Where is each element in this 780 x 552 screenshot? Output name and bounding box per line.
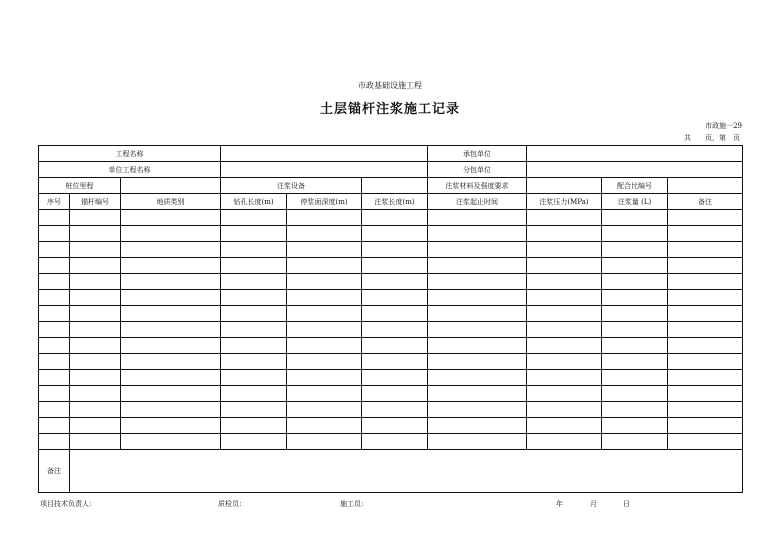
table-cell[interactable] [39, 322, 70, 338]
table-cell[interactable] [287, 386, 362, 402]
table-cell[interactable] [428, 306, 527, 322]
table-cell[interactable] [602, 386, 668, 402]
table-cell[interactable] [39, 386, 70, 402]
table-cell[interactable] [668, 386, 743, 402]
table-cell[interactable] [287, 322, 362, 338]
table-cell[interactable] [287, 210, 362, 226]
table-cell[interactable] [362, 338, 428, 354]
data-rows [39, 210, 743, 450]
table-cell[interactable] [527, 386, 602, 402]
table-cell[interactable] [39, 418, 70, 434]
col-header: 注浆起止时间 [428, 194, 527, 210]
unit-project-value[interactable] [221, 162, 428, 178]
col-header: 序号 [39, 194, 70, 210]
material-label: 注浆材料及强度要求 [428, 178, 527, 194]
table-cell[interactable] [221, 402, 287, 418]
table-cell[interactable] [362, 290, 428, 306]
table-cell[interactable] [70, 370, 121, 386]
info-row-unit [39, 162, 743, 178]
table-row [39, 386, 743, 402]
table-row [39, 210, 743, 226]
table-cell[interactable] [362, 386, 428, 402]
table-cell[interactable] [121, 402, 221, 418]
table-cell[interactable] [362, 434, 428, 450]
table-cell[interactable] [70, 226, 121, 242]
table-cell[interactable] [121, 274, 221, 290]
table-cell[interactable] [287, 370, 362, 386]
table-cell[interactable] [668, 322, 743, 338]
page-info: 共 页，第 页 [684, 134, 740, 142]
col-header: 注浆量 (L) [602, 194, 668, 210]
mix-no-value[interactable] [668, 178, 743, 194]
doc-subtitle: 市政基础设施工程 [358, 81, 422, 90]
table-cell[interactable] [287, 418, 362, 434]
table-cell[interactable] [287, 258, 362, 274]
table-cell[interactable] [428, 226, 527, 242]
table-cell[interactable] [221, 418, 287, 434]
table-cell[interactable] [362, 354, 428, 370]
equipment-value[interactable] [362, 178, 428, 194]
table-cell[interactable] [527, 242, 602, 258]
table-cell[interactable] [221, 338, 287, 354]
col-header: 注浆长度(m) [362, 194, 428, 210]
table-cell[interactable] [70, 242, 121, 258]
table-cell[interactable] [362, 418, 428, 434]
table-cell[interactable] [527, 434, 602, 450]
table-cell[interactable] [668, 402, 743, 418]
table-cell[interactable] [428, 290, 527, 306]
table-cell[interactable] [362, 242, 428, 258]
table-cell[interactable] [70, 322, 121, 338]
table-cell[interactable] [70, 274, 121, 290]
table-cell[interactable] [668, 306, 743, 322]
table-cell[interactable] [287, 306, 362, 322]
table-cell[interactable] [287, 290, 362, 306]
table-cell[interactable] [527, 402, 602, 418]
table-cell[interactable] [121, 354, 221, 370]
table-cell[interactable] [602, 242, 668, 258]
col-header: 备注 [668, 194, 743, 210]
table-cell[interactable] [428, 210, 527, 226]
table-cell[interactable] [287, 338, 362, 354]
table-cell[interactable] [121, 418, 221, 434]
table-cell[interactable] [602, 274, 668, 290]
table-cell[interactable] [121, 258, 221, 274]
table-cell[interactable] [602, 322, 668, 338]
table-cell[interactable] [121, 210, 221, 226]
subcontractor-label: 分包单位 [428, 162, 527, 178]
table-cell[interactable] [668, 434, 743, 450]
table-cell[interactable] [70, 434, 121, 450]
table-row [39, 290, 743, 306]
table-cell[interactable] [428, 274, 527, 290]
equipment-label: 注浆设备 [221, 178, 362, 194]
table-cell[interactable] [428, 370, 527, 386]
tech-lead-label: 项目技术负责人： [40, 500, 96, 508]
table-cell[interactable] [70, 418, 121, 434]
table-cell[interactable] [602, 418, 668, 434]
table-cell[interactable] [121, 306, 221, 322]
table-cell[interactable] [39, 226, 70, 242]
table-cell[interactable] [221, 322, 287, 338]
table-cell[interactable] [287, 242, 362, 258]
table-cell[interactable] [602, 226, 668, 242]
table-cell[interactable] [221, 386, 287, 402]
table-cell[interactable] [70, 402, 121, 418]
table-cell[interactable] [602, 434, 668, 450]
column-header-row [39, 194, 743, 210]
subcontractor-value[interactable] [527, 162, 743, 178]
table-cell[interactable] [668, 210, 743, 226]
day-label: 日 [623, 500, 630, 508]
year-label: 年 [556, 500, 563, 508]
unit-project-label: 单位工程名称 [39, 162, 221, 178]
info-row-station [39, 178, 743, 194]
table-cell[interactable] [602, 354, 668, 370]
table-cell[interactable] [527, 210, 602, 226]
table-cell[interactable] [121, 338, 221, 354]
material-value[interactable] [527, 178, 602, 194]
table-row [39, 434, 743, 450]
table-cell[interactable] [527, 290, 602, 306]
contractor-value[interactable] [527, 146, 743, 162]
table-cell[interactable] [39, 258, 70, 274]
table-cell[interactable] [527, 226, 602, 242]
table-cell[interactable] [70, 210, 121, 226]
table-row [39, 418, 743, 434]
table-cell[interactable] [428, 338, 527, 354]
table-row [39, 242, 743, 258]
table-cell[interactable] [287, 274, 362, 290]
table-cell[interactable] [121, 322, 221, 338]
table-cell[interactable] [221, 370, 287, 386]
table-cell[interactable] [527, 322, 602, 338]
table-cell[interactable] [221, 306, 287, 322]
table-cell[interactable] [668, 258, 743, 274]
table-cell[interactable] [39, 274, 70, 290]
table-cell[interactable] [221, 354, 287, 370]
table-row [39, 338, 743, 354]
table-cell[interactable] [121, 242, 221, 258]
table-cell[interactable] [362, 226, 428, 242]
table-cell[interactable] [121, 434, 221, 450]
table-cell[interactable] [668, 226, 743, 242]
table-cell[interactable] [39, 306, 70, 322]
col-header: 停浆面深度(m) [287, 194, 362, 210]
table-cell[interactable] [121, 226, 221, 242]
table-cell[interactable] [668, 290, 743, 306]
table-cell[interactable] [362, 322, 428, 338]
table-cell[interactable] [362, 258, 428, 274]
table-cell[interactable] [428, 242, 527, 258]
table-cell[interactable] [428, 434, 527, 450]
table-cell[interactable] [221, 226, 287, 242]
table-cell[interactable] [39, 354, 70, 370]
table-cell[interactable] [527, 338, 602, 354]
col-header: 锚杆编号 [70, 194, 121, 210]
table-cell[interactable] [70, 258, 121, 274]
table-row [39, 354, 743, 370]
table-cell[interactable] [602, 290, 668, 306]
table-cell[interactable] [39, 370, 70, 386]
table-cell[interactable] [221, 242, 287, 258]
table-cell[interactable] [287, 434, 362, 450]
table-row [39, 370, 743, 386]
table-cell[interactable] [221, 274, 287, 290]
table-row [39, 322, 743, 338]
table-cell[interactable] [527, 306, 602, 322]
table-cell[interactable] [527, 354, 602, 370]
record-table [38, 145, 743, 493]
table-cell[interactable] [70, 386, 121, 402]
table-row [39, 226, 743, 242]
col-header: 注浆压力(MPa) [527, 194, 602, 210]
table-cell[interactable] [428, 258, 527, 274]
table-cell[interactable] [362, 274, 428, 290]
project-name-label: 工程名称 [39, 146, 221, 162]
table-cell[interactable] [602, 338, 668, 354]
table-cell[interactable] [527, 370, 602, 386]
table-cell[interactable] [527, 274, 602, 290]
table-cell[interactable] [70, 290, 121, 306]
table-cell[interactable] [221, 290, 287, 306]
table-cell[interactable] [39, 242, 70, 258]
table-cell[interactable] [362, 370, 428, 386]
table-row [39, 402, 743, 418]
form-number: 市政施一29 [705, 122, 742, 130]
table-row [39, 274, 743, 290]
table-cell[interactable] [668, 418, 743, 434]
table-cell[interactable] [668, 242, 743, 258]
inspector-label: 质检员： [218, 500, 246, 508]
col-header: 地质类别 [121, 194, 221, 210]
table-cell[interactable] [668, 370, 743, 386]
table-cell[interactable] [39, 210, 70, 226]
table-cell[interactable] [428, 402, 527, 418]
table-cell[interactable] [362, 402, 428, 418]
table-cell[interactable] [602, 370, 668, 386]
table-cell[interactable] [121, 290, 221, 306]
table-cell[interactable] [428, 386, 527, 402]
table-cell[interactable] [428, 354, 527, 370]
table-cell[interactable] [39, 290, 70, 306]
table-cell[interactable] [428, 322, 527, 338]
table-cell[interactable] [39, 338, 70, 354]
col-header: 钻孔长度(m) [221, 194, 287, 210]
table-cell[interactable] [70, 306, 121, 322]
remarks-row [39, 450, 743, 493]
mix-no-label: 配合比编号 [602, 178, 668, 194]
table-cell[interactable] [287, 402, 362, 418]
worker-label: 施工员： [340, 500, 368, 508]
info-row-project [39, 146, 743, 162]
month-label: 月 [590, 500, 597, 508]
project-name-value[interactable] [221, 146, 428, 162]
station-label: 桩位里程 [39, 178, 121, 194]
table-cell[interactable] [121, 370, 221, 386]
table-cell[interactable] [668, 354, 743, 370]
table-cell[interactable] [668, 274, 743, 290]
table-cell[interactable] [602, 402, 668, 418]
doc-title: 土层锚杆注浆施工记录 [319, 102, 460, 117]
contractor-label: 承包单位 [428, 146, 527, 162]
table-cell[interactable] [221, 258, 287, 274]
table-cell[interactable] [428, 418, 527, 434]
table-cell[interactable] [602, 210, 668, 226]
table-cell[interactable] [39, 434, 70, 450]
table-cell[interactable] [221, 210, 287, 226]
table-cell[interactable] [527, 418, 602, 434]
table-cell[interactable] [70, 338, 121, 354]
table-cell[interactable] [602, 258, 668, 274]
remarks-value[interactable] [70, 450, 743, 493]
table-cell[interactable] [668, 338, 743, 354]
table-cell[interactable] [362, 306, 428, 322]
remarks-label: 备注 [39, 450, 70, 493]
table-row [39, 258, 743, 274]
table-cell[interactable] [362, 210, 428, 226]
table-cell[interactable] [39, 402, 70, 418]
station-value[interactable] [121, 178, 221, 194]
table-cell[interactable] [527, 258, 602, 274]
table-cell[interactable] [287, 354, 362, 370]
table-cell[interactable] [602, 306, 668, 322]
table-cell[interactable] [221, 434, 287, 450]
table-cell[interactable] [287, 226, 362, 242]
table-cell[interactable] [70, 354, 121, 370]
table-cell[interactable] [121, 386, 221, 402]
table-row [39, 306, 743, 322]
